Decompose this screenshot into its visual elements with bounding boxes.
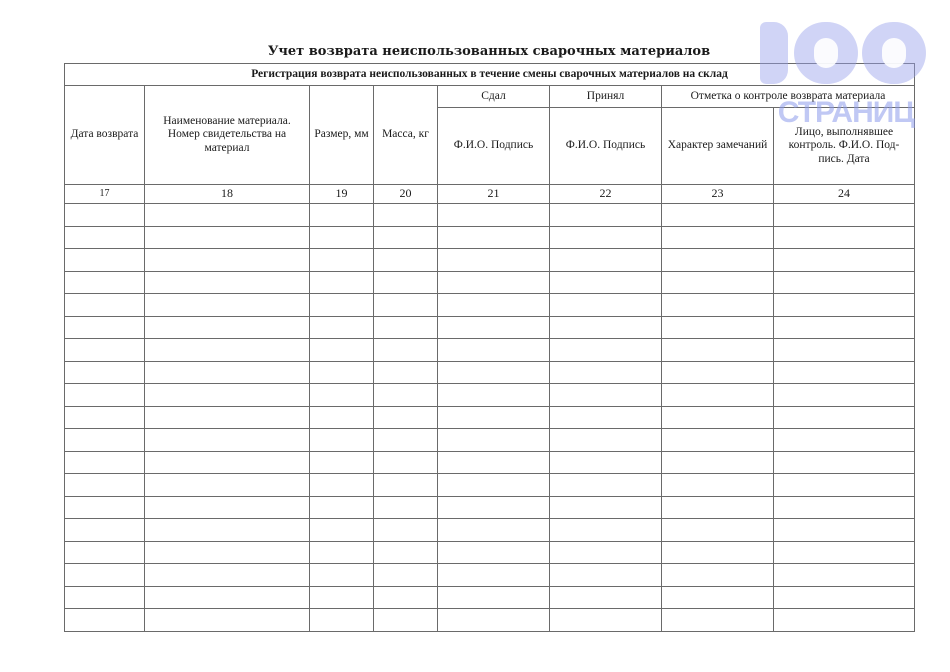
empty-cell xyxy=(374,226,438,249)
empty-cell xyxy=(438,496,550,519)
empty-cell xyxy=(774,384,915,407)
empty-cell xyxy=(310,406,374,429)
empty-cell xyxy=(374,406,438,429)
empty-cell xyxy=(374,564,438,587)
table-row xyxy=(65,339,915,362)
empty-cell xyxy=(145,496,310,519)
empty-cell xyxy=(438,541,550,564)
empty-cell xyxy=(145,406,310,429)
empty-cell xyxy=(550,294,662,317)
empty-cell xyxy=(774,474,915,497)
empty-cell xyxy=(145,271,310,294)
table-row xyxy=(65,361,915,384)
empty-cell xyxy=(662,406,774,429)
empty-cell xyxy=(774,361,915,384)
empty-cell xyxy=(145,316,310,339)
empty-cell xyxy=(65,609,145,632)
empty-cell xyxy=(65,474,145,497)
empty-cell xyxy=(550,496,662,519)
empty-cell xyxy=(65,451,145,474)
empty-cell xyxy=(662,519,774,542)
empty-cell xyxy=(774,271,915,294)
empty-cell xyxy=(550,474,662,497)
empty-cell xyxy=(550,361,662,384)
empty-cell xyxy=(65,586,145,609)
empty-cell xyxy=(662,586,774,609)
empty-cell xyxy=(374,474,438,497)
header-accepted-sub: Ф.И.О. Подпись xyxy=(550,108,662,185)
empty-cell xyxy=(550,429,662,452)
table-row xyxy=(65,429,915,452)
empty-cell xyxy=(65,226,145,249)
empty-cell xyxy=(550,451,662,474)
empty-cell xyxy=(550,586,662,609)
empty-cell xyxy=(550,271,662,294)
empty-cell xyxy=(310,519,374,542)
empty-cell xyxy=(550,541,662,564)
empty-cell xyxy=(65,294,145,317)
empty-cell xyxy=(438,586,550,609)
header-handed-over-sub: Ф.И.О. Подпись xyxy=(438,108,550,185)
empty-cell xyxy=(438,564,550,587)
empty-cell xyxy=(438,384,550,407)
document-title: Учет возврата неиспользованных сварочных материалов xyxy=(267,44,711,59)
empty-cell xyxy=(550,609,662,632)
empty-cell xyxy=(374,586,438,609)
empty-cell xyxy=(145,226,310,249)
column-number: 22 xyxy=(550,185,662,204)
empty-cell xyxy=(438,429,550,452)
empty-cell xyxy=(774,249,915,272)
table-row xyxy=(65,384,915,407)
empty-cell xyxy=(310,271,374,294)
empty-cell xyxy=(662,564,774,587)
empty-cell xyxy=(310,609,374,632)
empty-cell xyxy=(310,586,374,609)
empty-cell xyxy=(438,316,550,339)
empty-cell xyxy=(374,519,438,542)
empty-cell xyxy=(374,361,438,384)
empty-cell xyxy=(774,316,915,339)
table-row xyxy=(65,451,915,474)
empty-cell xyxy=(374,249,438,272)
empty-cell xyxy=(310,204,374,227)
empty-cell xyxy=(662,249,774,272)
empty-cell xyxy=(310,451,374,474)
empty-cell xyxy=(310,474,374,497)
empty-cell xyxy=(662,609,774,632)
table-row xyxy=(65,586,915,609)
header-mass: Масса, кг xyxy=(374,86,438,185)
table-row xyxy=(65,541,915,564)
column-number: 24 xyxy=(774,185,915,204)
empty-cell xyxy=(662,339,774,362)
empty-cell xyxy=(374,429,438,452)
column-number: 17 xyxy=(65,185,145,204)
empty-cell xyxy=(310,339,374,362)
empty-cell xyxy=(145,249,310,272)
empty-cell xyxy=(145,451,310,474)
empty-cell xyxy=(374,496,438,519)
empty-cell xyxy=(662,361,774,384)
empty-cell xyxy=(774,451,915,474)
empty-cell xyxy=(374,384,438,407)
header-remarks-nature: Характер замечаний xyxy=(662,108,774,185)
table-row xyxy=(65,226,915,249)
empty-cell xyxy=(65,339,145,362)
header-control-mark: Отметка о контроле возврата материала xyxy=(662,86,915,108)
column-number: 20 xyxy=(374,185,438,204)
empty-cell xyxy=(310,226,374,249)
empty-cell xyxy=(438,519,550,542)
empty-cell xyxy=(374,541,438,564)
header-accepted: Принял xyxy=(550,86,662,108)
empty-cell xyxy=(774,496,915,519)
empty-cell xyxy=(774,609,915,632)
table-row xyxy=(65,474,915,497)
table-row xyxy=(65,204,915,227)
empty-cell xyxy=(310,564,374,587)
empty-cell xyxy=(145,564,310,587)
table-row xyxy=(65,249,915,272)
empty-cell xyxy=(145,204,310,227)
empty-cell xyxy=(774,339,915,362)
empty-cell xyxy=(145,586,310,609)
empty-cell xyxy=(310,384,374,407)
empty-cell xyxy=(774,226,915,249)
empty-cell xyxy=(438,451,550,474)
empty-cell xyxy=(65,541,145,564)
empty-cell xyxy=(145,361,310,384)
empty-cell xyxy=(65,204,145,227)
empty-cell xyxy=(438,226,550,249)
empty-cell xyxy=(438,406,550,429)
empty-cell xyxy=(438,339,550,362)
empty-cell xyxy=(145,384,310,407)
empty-cell xyxy=(662,541,774,564)
empty-cell xyxy=(662,474,774,497)
empty-cell xyxy=(662,429,774,452)
header-handed-over: Сдал xyxy=(438,86,550,108)
empty-cell xyxy=(145,609,310,632)
empty-cell xyxy=(662,294,774,317)
empty-cell xyxy=(550,384,662,407)
empty-cell xyxy=(65,496,145,519)
table-row xyxy=(65,406,915,429)
empty-cell xyxy=(774,564,915,587)
empty-cell xyxy=(662,496,774,519)
empty-cell xyxy=(374,294,438,317)
table-row xyxy=(65,294,915,317)
empty-cell xyxy=(662,451,774,474)
empty-cell xyxy=(374,316,438,339)
table-row xyxy=(65,316,915,339)
empty-cell xyxy=(65,564,145,587)
empty-cell xyxy=(65,249,145,272)
empty-cell xyxy=(438,609,550,632)
watermark-text: СТРАНИЦ xyxy=(777,96,915,129)
empty-cell xyxy=(374,451,438,474)
material-return-table xyxy=(64,63,915,632)
empty-cell xyxy=(550,226,662,249)
table-row xyxy=(65,496,915,519)
empty-cell xyxy=(550,406,662,429)
header-size: Размер, мм xyxy=(310,86,374,185)
empty-cell xyxy=(550,204,662,227)
empty-cell xyxy=(374,204,438,227)
empty-cell xyxy=(550,519,662,542)
empty-cell xyxy=(662,204,774,227)
empty-cell xyxy=(374,609,438,632)
empty-cell xyxy=(145,474,310,497)
empty-cell xyxy=(65,361,145,384)
empty-cell xyxy=(145,429,310,452)
empty-cell xyxy=(374,339,438,362)
table-row xyxy=(65,564,915,587)
column-number: 18 xyxy=(145,185,310,204)
empty-cell xyxy=(438,474,550,497)
empty-cell xyxy=(145,339,310,362)
empty-cell xyxy=(774,519,915,542)
empty-cell xyxy=(374,271,438,294)
empty-cell xyxy=(662,384,774,407)
empty-cell xyxy=(145,294,310,317)
empty-cell xyxy=(438,204,550,227)
empty-cell xyxy=(310,541,374,564)
empty-cell xyxy=(145,519,310,542)
empty-cell xyxy=(774,204,915,227)
empty-cell xyxy=(65,429,145,452)
empty-cell xyxy=(662,226,774,249)
empty-cell xyxy=(438,271,550,294)
empty-cell xyxy=(438,249,550,272)
header-material-name: Наименование материала. Номер свидетельства на материал xyxy=(145,86,310,185)
empty-cell xyxy=(438,294,550,317)
header-controller: Лицо, выполнявшее контроль. Ф.И.О. Под-пись. Дата xyxy=(774,108,915,185)
empty-cell xyxy=(662,271,774,294)
header-return-date: Дата возврата xyxy=(65,86,145,185)
empty-cell xyxy=(65,271,145,294)
empty-cell xyxy=(65,519,145,542)
empty-cell xyxy=(310,249,374,272)
table-row xyxy=(65,271,915,294)
empty-cell xyxy=(310,316,374,339)
empty-cell xyxy=(145,541,310,564)
empty-cell xyxy=(310,294,374,317)
empty-cell xyxy=(65,384,145,407)
column-number: 23 xyxy=(662,185,774,204)
empty-cell xyxy=(65,406,145,429)
empty-cell xyxy=(774,429,915,452)
empty-cell xyxy=(550,339,662,362)
empty-cell xyxy=(774,541,915,564)
column-number: 21 xyxy=(438,185,550,204)
table-row xyxy=(65,519,915,542)
empty-cell xyxy=(310,361,374,384)
empty-cell xyxy=(310,496,374,519)
empty-cell xyxy=(438,361,550,384)
column-number: 19 xyxy=(310,185,374,204)
empty-cell xyxy=(774,586,915,609)
empty-cell xyxy=(310,429,374,452)
table-row xyxy=(65,609,915,632)
empty-cell xyxy=(550,316,662,339)
section-heading: Регистрация возврата неиспользованных в течение смены сварочных материалов на склад xyxy=(65,64,915,86)
empty-cell xyxy=(65,316,145,339)
empty-cell xyxy=(774,294,915,317)
empty-cell xyxy=(774,406,915,429)
empty-cell xyxy=(550,249,662,272)
empty-cell xyxy=(662,316,774,339)
empty-cell xyxy=(550,564,662,587)
